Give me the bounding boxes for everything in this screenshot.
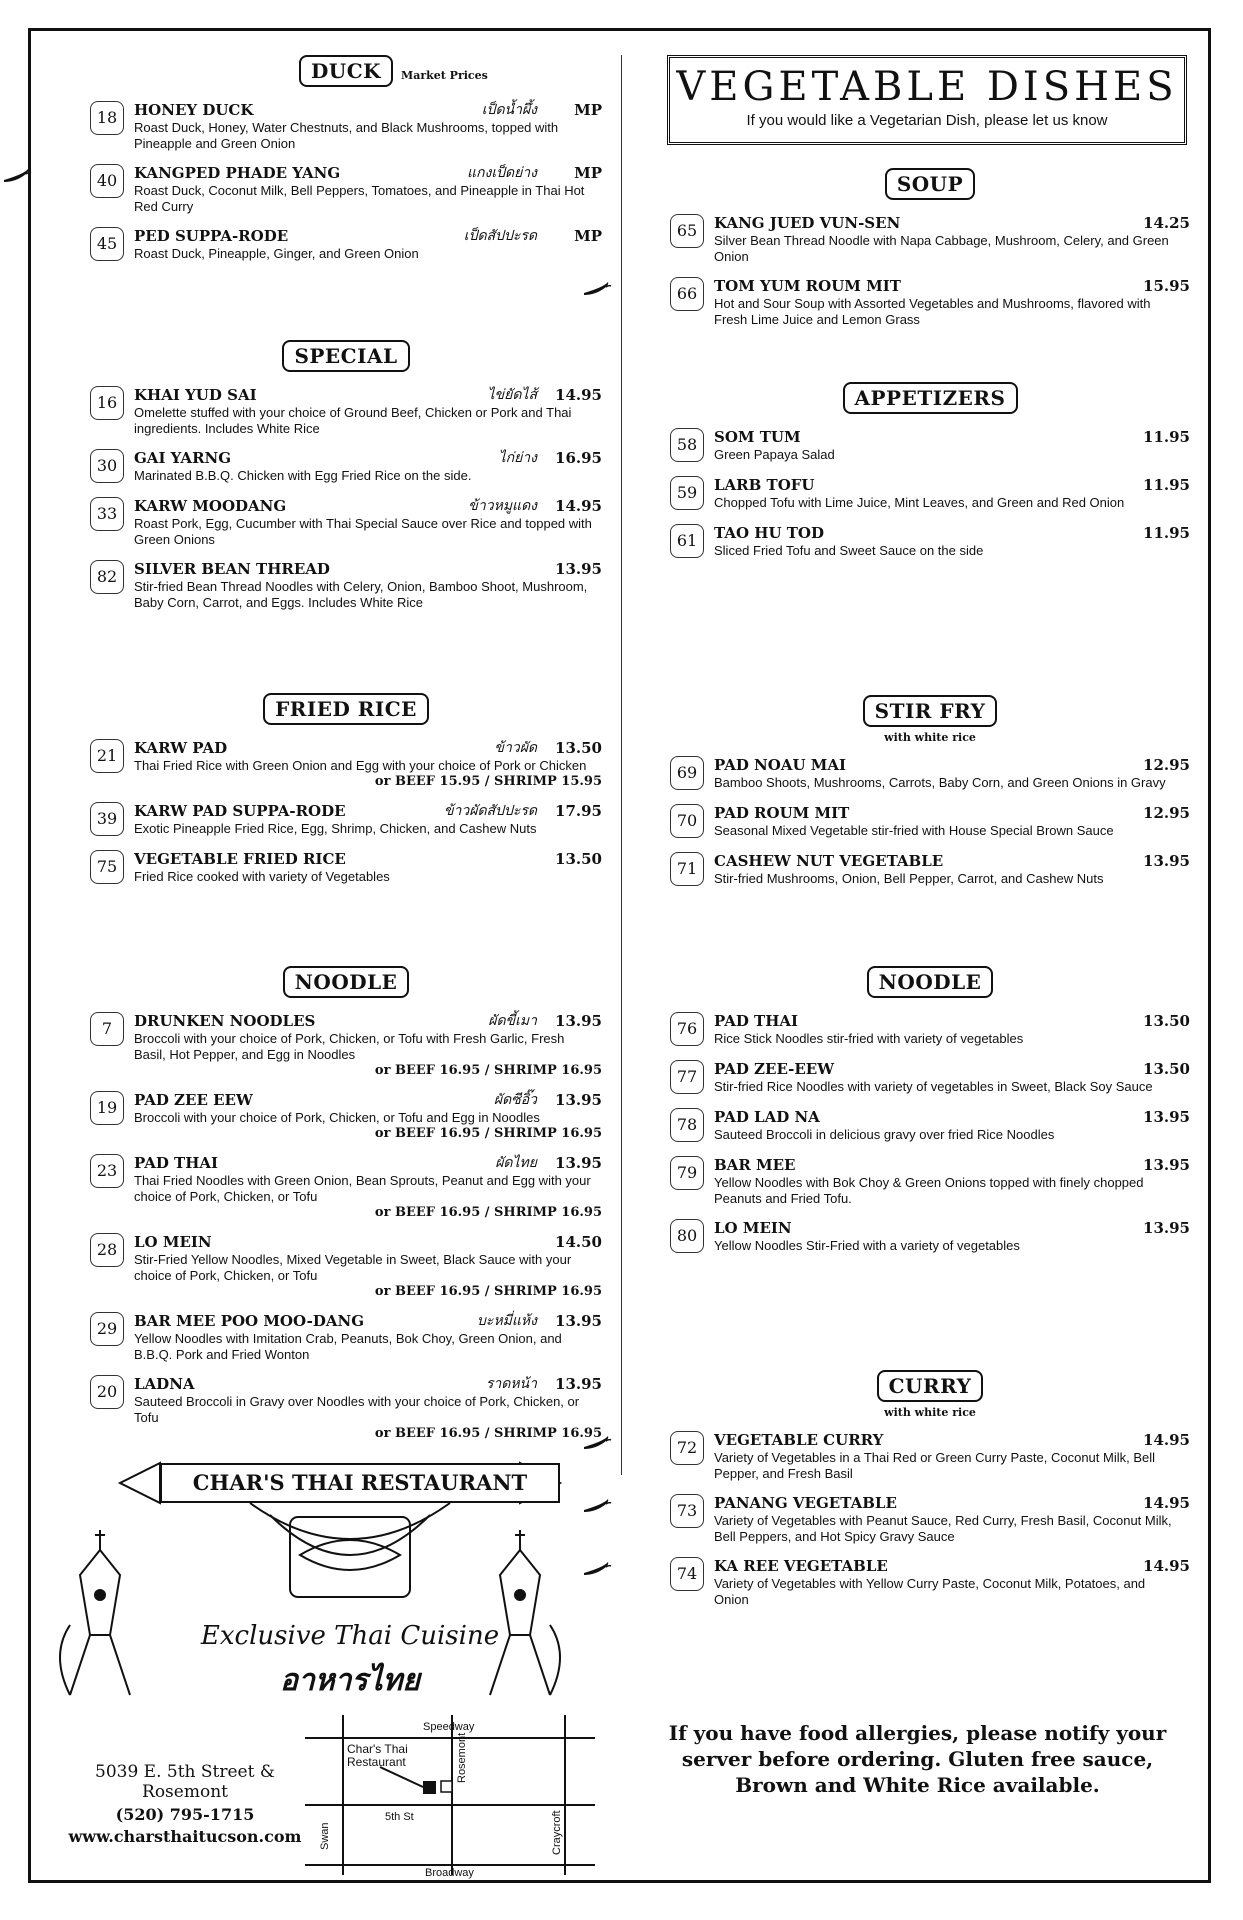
restaurant-phone: (520) 795-1715	[115, 1805, 255, 1824]
item-number: 39	[90, 802, 124, 836]
menu-item	[90, 739, 602, 790]
menu-item	[670, 1108, 1190, 1144]
item-name: KA REE VEGETABLE	[714, 1557, 888, 1575]
item-number: 16	[90, 386, 124, 420]
item-thai-name: ไก่ย่าง	[498, 450, 537, 466]
section-title: CURRY	[877, 1370, 984, 1402]
item-price: 13.50	[1143, 1012, 1190, 1030]
item-description: Omelette stuffed with your choice of Ground Beef, Chicken or Pork and Thai ingredients. Includes White Rice	[134, 405, 572, 436]
item-name: KARW PAD	[134, 739, 228, 757]
item-extra-price: or BEEF 16.95 / SHRIMP 16.95	[374, 1205, 602, 1220]
item-thai-name: ราดหน้า	[485, 1376, 537, 1392]
restaurant-tagline: Exclusive Thai Cuisine	[200, 1621, 500, 1651]
item-name: KHAI YUD SAI	[134, 386, 257, 404]
map-street-swan: Swan	[319, 1822, 331, 1850]
section-header	[90, 693, 602, 727]
item-number: 23	[90, 1154, 124, 1188]
item-name: PED SUPPA-RODE	[134, 227, 289, 245]
section-header	[670, 168, 1190, 202]
section-appetizers	[670, 382, 1190, 560]
item-number: 66	[670, 277, 704, 311]
menu-item	[670, 1557, 1190, 1608]
map-restaurant-label-line1: Char's Thai	[347, 1742, 408, 1756]
item-number: 30	[90, 449, 124, 483]
item-name: LO MEIN	[134, 1233, 212, 1251]
item-price: 13.95	[1143, 1108, 1190, 1126]
item-description: Hot and Sour Soup with Assorted Vegetables and Mushrooms, flavored with Fresh Lime Juice and Lemon Grass	[714, 296, 1151, 327]
menu-item	[90, 227, 602, 263]
vegetable-dishes-subtitle: If you would like a Vegetarian Dish, please let us know	[746, 112, 1108, 129]
item-price: 13.95	[555, 1012, 602, 1030]
item-number: 7	[90, 1012, 124, 1046]
section-title: APPETIZERS	[843, 382, 1018, 414]
menu-item	[670, 1156, 1190, 1207]
item-price: 13.95	[555, 1154, 602, 1172]
item-name: LARB TOFU	[714, 476, 815, 494]
restaurant-address: 5039 E. 5th Street & Rosemont	[95, 1762, 275, 1802]
item-description: Silver Bean Thread Noodle with Napa Cabbage, Mushroom, Celery, and Green Onion	[714, 233, 1169, 264]
item-price: 13.50	[1143, 1060, 1190, 1078]
menu-item	[90, 1012, 602, 1079]
item-number: 61	[670, 524, 704, 558]
map-restaurant-label-line2: Restaurant	[347, 1755, 406, 1769]
chili-pepper-icon	[582, 281, 612, 297]
item-name: PAD ROUM MIT	[714, 804, 850, 822]
item-description: Variety of Vegetables in a Thai Red or Green Curry Paste, Coconut Milk, Bell Pepper, and Fresh Basil	[714, 1450, 1156, 1481]
item-description: Variety of Vegetables with Peanut Sauce, Red Curry, Fresh Basil, Coconut Milk, Bell Peppers, and Hot Spicy Gravy Sauce	[714, 1513, 1172, 1544]
section-stir-fry	[670, 695, 1190, 888]
item-description: Sauteed Broccoli in Gravy over Noodles with your choice of Pork, Chicken, or Tofu	[134, 1394, 580, 1425]
item-price: MP	[574, 227, 602, 245]
menu-item	[90, 101, 602, 152]
allergy-notice: If you have food allergies, please notify your server before ordering. Gluten free sauce, Brown and White Rice available.	[668, 1721, 1167, 1797]
menu-item	[670, 1060, 1190, 1096]
item-number: 29	[90, 1312, 124, 1346]
item-number: 76	[670, 1012, 704, 1046]
section-header	[90, 55, 602, 89]
restaurant-logo	[50, 1455, 570, 1720]
restaurant-name-banner: CHAR'S THAI RESTAURANT	[160, 1463, 560, 1503]
item-thai-name: เป็ดน้ำผึ้ง	[481, 102, 537, 118]
item-number: 20	[90, 1375, 124, 1409]
menu-item	[90, 802, 602, 838]
item-description: Broccoli with your choice of Pork, Chicken, or Tofu with Fresh Garlic, Fresh Basil, Hot Pepper, and Egg in Noodles	[134, 1031, 565, 1062]
menu-item	[670, 1431, 1190, 1482]
item-name: PAD ZEE EEW	[134, 1091, 253, 1109]
item-number: 70	[670, 804, 704, 838]
item-name: HONEY DUCK	[134, 101, 254, 119]
item-number: 73	[670, 1494, 704, 1528]
item-name: BAR MEE	[714, 1156, 796, 1174]
map-street-speedway: Speedway	[423, 1721, 475, 1733]
item-name: BAR MEE POO MOO-DANG	[134, 1312, 365, 1330]
item-price: MP	[574, 164, 602, 182]
item-description: Thai Fried Noodles with Green Onion, Bean Sprouts, Peanut and Egg with your choice of Pork, Chicken, or Tofu	[134, 1173, 591, 1204]
item-price: 13.50	[555, 850, 602, 868]
section-noodle	[90, 966, 602, 1442]
menu-item	[670, 756, 1190, 792]
item-description: Fried Rice cooked with variety of Vegetables	[134, 869, 390, 884]
item-price: 11.95	[1143, 428, 1190, 446]
item-number: 72	[670, 1431, 704, 1465]
item-number: 74	[670, 1557, 704, 1591]
item-price: 13.95	[1143, 1219, 1190, 1237]
section-subtitle: with white rice	[884, 1406, 976, 1419]
item-description: Stir-fried Rice Noodles with variety of vegetables in Sweet, Black Soy Sauce	[714, 1079, 1153, 1094]
item-name: PAD NOAU MAI	[714, 756, 847, 774]
item-description: Marinated B.B.Q. Chicken with Egg Fried Rice on the side.	[134, 468, 472, 483]
section-header	[670, 695, 1190, 729]
item-price: 17.95	[555, 802, 602, 820]
item-name: KANG JUED VUN-SEN	[714, 214, 901, 232]
item-price: 14.95	[1143, 1431, 1190, 1449]
item-name: PAD THAI	[714, 1012, 799, 1030]
section-special	[90, 340, 602, 611]
item-name: VEGETABLE CURRY	[714, 1431, 884, 1449]
vegetable-dishes-title: VEGETABLE DISHES	[676, 64, 1178, 110]
item-price: 13.50	[555, 739, 602, 757]
section-header	[670, 966, 1190, 1000]
item-number: 69	[670, 756, 704, 790]
item-number: 28	[90, 1233, 124, 1267]
item-description: Roast Pork, Egg, Cucumber with Thai Special Sauce over Rice and topped with Green Onions	[134, 516, 592, 547]
map-street-craycroft: Craycroft	[551, 1810, 563, 1855]
section-title: NOODLE	[867, 966, 994, 998]
menu-item	[90, 1312, 602, 1363]
item-description: Chopped Tofu with Lime Juice, Mint Leaves, and Green and Red Onion	[714, 495, 1125, 510]
item-number: 82	[90, 560, 124, 594]
item-name: PAD ZEE-EEW	[714, 1060, 835, 1078]
item-description: Thai Fried Rice with Green Onion and Egg with your choice of Pork or Chicken	[134, 758, 587, 773]
item-price: 12.95	[1143, 804, 1190, 822]
menu-item	[90, 449, 602, 485]
item-price: 15.95	[1143, 277, 1190, 295]
section-vegetable-noodle	[670, 966, 1190, 1255]
item-number: 58	[670, 428, 704, 462]
item-name: SILVER BEAN THREAD	[134, 560, 330, 578]
section-fried-rice	[90, 693, 602, 886]
item-extra-price: or BEEF 16.95 / SHRIMP 16.95	[374, 1284, 602, 1299]
item-price: 13.95	[1143, 852, 1190, 870]
item-description: Roast Duck, Pineapple, Ginger, and Green Onion	[134, 246, 419, 261]
item-description: Yellow Noodles with Imitation Crab, Peanuts, Bok Choy, Green Onion, and B.B.Q. Pork and Fried Wonton	[134, 1331, 562, 1362]
menu-item	[90, 1091, 602, 1142]
item-name: PAD LAD NA	[714, 1108, 820, 1126]
item-price: 14.95	[555, 497, 602, 515]
section-soup	[670, 168, 1190, 328]
menu-item	[670, 852, 1190, 888]
item-thai-name: ข้าวผัด	[494, 740, 537, 756]
item-number: 65	[670, 214, 704, 248]
item-thai-name: แกงเป็ดย่าง	[467, 165, 537, 181]
section-header	[90, 340, 602, 374]
item-thai-name: ผัดขี้เมา	[488, 1013, 537, 1029]
item-name: GAI YARNG	[134, 449, 232, 467]
item-extra-price: or BEEF 16.95 / SHRIMP 16.95	[374, 1426, 602, 1441]
section-header	[90, 966, 602, 1000]
item-name: VEGETABLE FRIED RICE	[134, 850, 346, 868]
item-price: 14.50	[555, 1233, 602, 1251]
item-number: 18	[90, 101, 124, 135]
vegetable-dishes-header	[667, 55, 1187, 145]
item-number: 75	[90, 850, 124, 884]
menu-item	[670, 1012, 1190, 1048]
item-description: Roast Duck, Coconut Milk, Bell Peppers, Tomatoes, and Pineapple in Thai Hot Red Curry	[134, 183, 585, 214]
map-restaurant-label	[347, 1743, 408, 1769]
item-name: LADNA	[134, 1375, 195, 1393]
menu-item	[670, 1219, 1190, 1255]
item-description: Yellow Noodles Stir-Fried with a variety of vegetables	[714, 1238, 1020, 1253]
item-description: Seasonal Mixed Vegetable stir-fried with House Special Brown Sauce	[714, 823, 1114, 838]
item-description: Yellow Noodles with Bok Choy & Green Onions topped with finely chopped Peanuts and Fried Tofu.	[714, 1175, 1144, 1206]
item-thai-name: ผัดไทย	[495, 1155, 537, 1171]
item-description: Stir-fried Bean Thread Noodles with Celery, Onion, Bamboo Shoot, Mushroom, Baby Corn, Carrot, and Eggs. Includes White Rice	[134, 579, 588, 610]
item-description: Exotic Pineapple Fried Rice, Egg, Shrimp, Chicken, and Cashew Nuts	[134, 821, 537, 836]
section-header	[670, 1370, 1190, 1404]
section-header	[670, 382, 1190, 416]
item-number: 77	[670, 1060, 704, 1094]
item-price: 16.95	[555, 449, 602, 467]
item-thai-name: ไข่ยัดไส้	[487, 387, 537, 403]
column-divider	[621, 55, 622, 1475]
item-description: Stir-Fried Yellow Noodles, Mixed Vegetable in Sweet, Black Sauce with your choice of Pork, Chicken, or Tofu	[134, 1252, 572, 1283]
item-description: Broccoli with your choice of Pork, Chicken, or Tofu and Egg in Noodles	[134, 1110, 540, 1125]
item-thai-name: ข้าวผัดสัปปะรด	[443, 803, 537, 819]
item-number: 45	[90, 227, 124, 261]
restaurant-thai-name: อาหารไทย	[279, 1663, 421, 1698]
menu-item	[90, 1233, 602, 1300]
item-number: 21	[90, 739, 124, 773]
menu-item	[670, 277, 1190, 328]
item-price: 13.95	[555, 1091, 602, 1109]
restaurant-address-block	[55, 1762, 315, 1846]
item-name: TOM YUM ROUM MIT	[714, 277, 901, 295]
section-subtitle: with white rice	[884, 731, 976, 744]
item-description: Sliced Fried Tofu and Sweet Sauce on the side	[714, 543, 984, 558]
item-price: 13.95	[555, 560, 602, 578]
item-number: 40	[90, 164, 124, 198]
section-title: DUCK	[299, 55, 393, 87]
item-price: 11.95	[1143, 524, 1190, 542]
item-thai-name: ผัดซีอิ๊ว	[493, 1092, 537, 1108]
item-name: KANGPED PHADE YANG	[134, 164, 341, 182]
item-extra-price: or BEEF 16.95 / SHRIMP 16.95	[374, 1063, 602, 1078]
item-price: 13.95	[555, 1375, 602, 1393]
location-map	[305, 1715, 595, 1879]
map-street-5th: 5th St	[385, 1811, 414, 1823]
section-curry	[670, 1370, 1190, 1608]
item-number: 19	[90, 1091, 124, 1125]
section-title: STIR FRY	[863, 695, 998, 727]
item-name: CASHEW NUT VEGETABLE	[714, 852, 944, 870]
section-title: FRIED RICE	[263, 693, 429, 725]
item-price: 11.95	[1143, 476, 1190, 494]
item-name: DRUNKEN NOODLES	[134, 1012, 316, 1030]
menu-item	[670, 214, 1190, 265]
item-price: 14.95	[1143, 1557, 1190, 1575]
item-name: KARW PAD SUPPA-RODE	[134, 802, 346, 820]
menu-item	[90, 850, 602, 886]
item-name: PANANG VEGETABLE	[714, 1494, 897, 1512]
menu-item	[90, 164, 602, 215]
map-street-rosemont: Rosemont	[456, 1732, 468, 1783]
item-number: 71	[670, 852, 704, 886]
item-thai-name: ข้าวหมูแดง	[468, 498, 537, 514]
item-number: 78	[670, 1108, 704, 1142]
item-number: 59	[670, 476, 704, 510]
item-name: PAD THAI	[134, 1154, 219, 1172]
chili-pepper-icon	[582, 1435, 612, 1451]
map-street-broadway: Broadway	[425, 1867, 474, 1879]
item-price: 13.95	[1143, 1156, 1190, 1174]
chili-pepper-icon	[582, 1498, 612, 1514]
menu-item	[670, 428, 1190, 464]
item-price: 14.95	[555, 386, 602, 404]
menu-item	[670, 476, 1190, 512]
item-extra-price: or BEEF 16.95 / SHRIMP 16.95	[374, 1126, 602, 1141]
item-name: LO MEIN	[714, 1219, 792, 1237]
section-duck	[90, 55, 602, 263]
item-price: 14.95	[1143, 1494, 1190, 1512]
menu-item	[90, 560, 602, 611]
item-number: 80	[670, 1219, 704, 1253]
section-subtitle: Market Prices	[401, 69, 488, 82]
item-extra-price: or BEEF 15.95 / SHRIMP 15.95	[374, 774, 602, 789]
item-price: 13.95	[555, 1312, 602, 1330]
item-description: Bamboo Shoots, Mushrooms, Carrots, Baby Corn, and Green Onions in Gravy	[714, 775, 1166, 790]
item-name: TAO HU TOD	[714, 524, 824, 542]
item-thai-name: บะหมี่แห้ง	[477, 1313, 537, 1329]
item-name: KARW MOODANG	[134, 497, 287, 515]
item-price: 14.25	[1143, 214, 1190, 232]
item-description: Roast Duck, Honey, Water Chestnuts, and Black Mushrooms, topped with Pineapple and Green Onion	[134, 120, 559, 151]
menu-item	[90, 1375, 602, 1442]
item-price: MP	[574, 101, 602, 119]
section-title: SOUP	[885, 168, 975, 200]
section-title: SPECIAL	[282, 340, 409, 372]
item-description: Green Papaya Salad	[714, 447, 835, 462]
menu-item	[90, 1154, 602, 1221]
menu-item	[90, 497, 602, 548]
item-price: 12.95	[1143, 756, 1190, 774]
item-description: Sauteed Broccoli in delicious gravy over fried Rice Noodles	[714, 1127, 1055, 1142]
menu-item	[670, 1494, 1190, 1545]
menu-item	[670, 524, 1190, 560]
restaurant-website[interactable]: www.charsthaitucson.com	[68, 1827, 302, 1846]
menu-item	[670, 804, 1190, 840]
chili-pepper-icon	[582, 1561, 612, 1577]
item-name: SOM TUM	[714, 428, 801, 446]
item-description: Rice Stick Noodles stir-fried with variety of vegetables	[714, 1031, 1024, 1046]
item-thai-name: เป็ดสัปปะรด	[463, 228, 537, 244]
item-number: 33	[90, 497, 124, 531]
chili-pepper-icon	[2, 168, 32, 184]
section-title: NOODLE	[283, 966, 410, 998]
item-number: 79	[670, 1156, 704, 1190]
item-description: Variety of Vegetables with Yellow Curry Paste, Coconut Milk, Potatoes, and Onion	[714, 1576, 1146, 1607]
menu-item	[90, 386, 602, 437]
item-description: Stir-fried Mushrooms, Onion, Bell Pepper, Carrot, and Cashew Nuts	[714, 871, 1104, 886]
